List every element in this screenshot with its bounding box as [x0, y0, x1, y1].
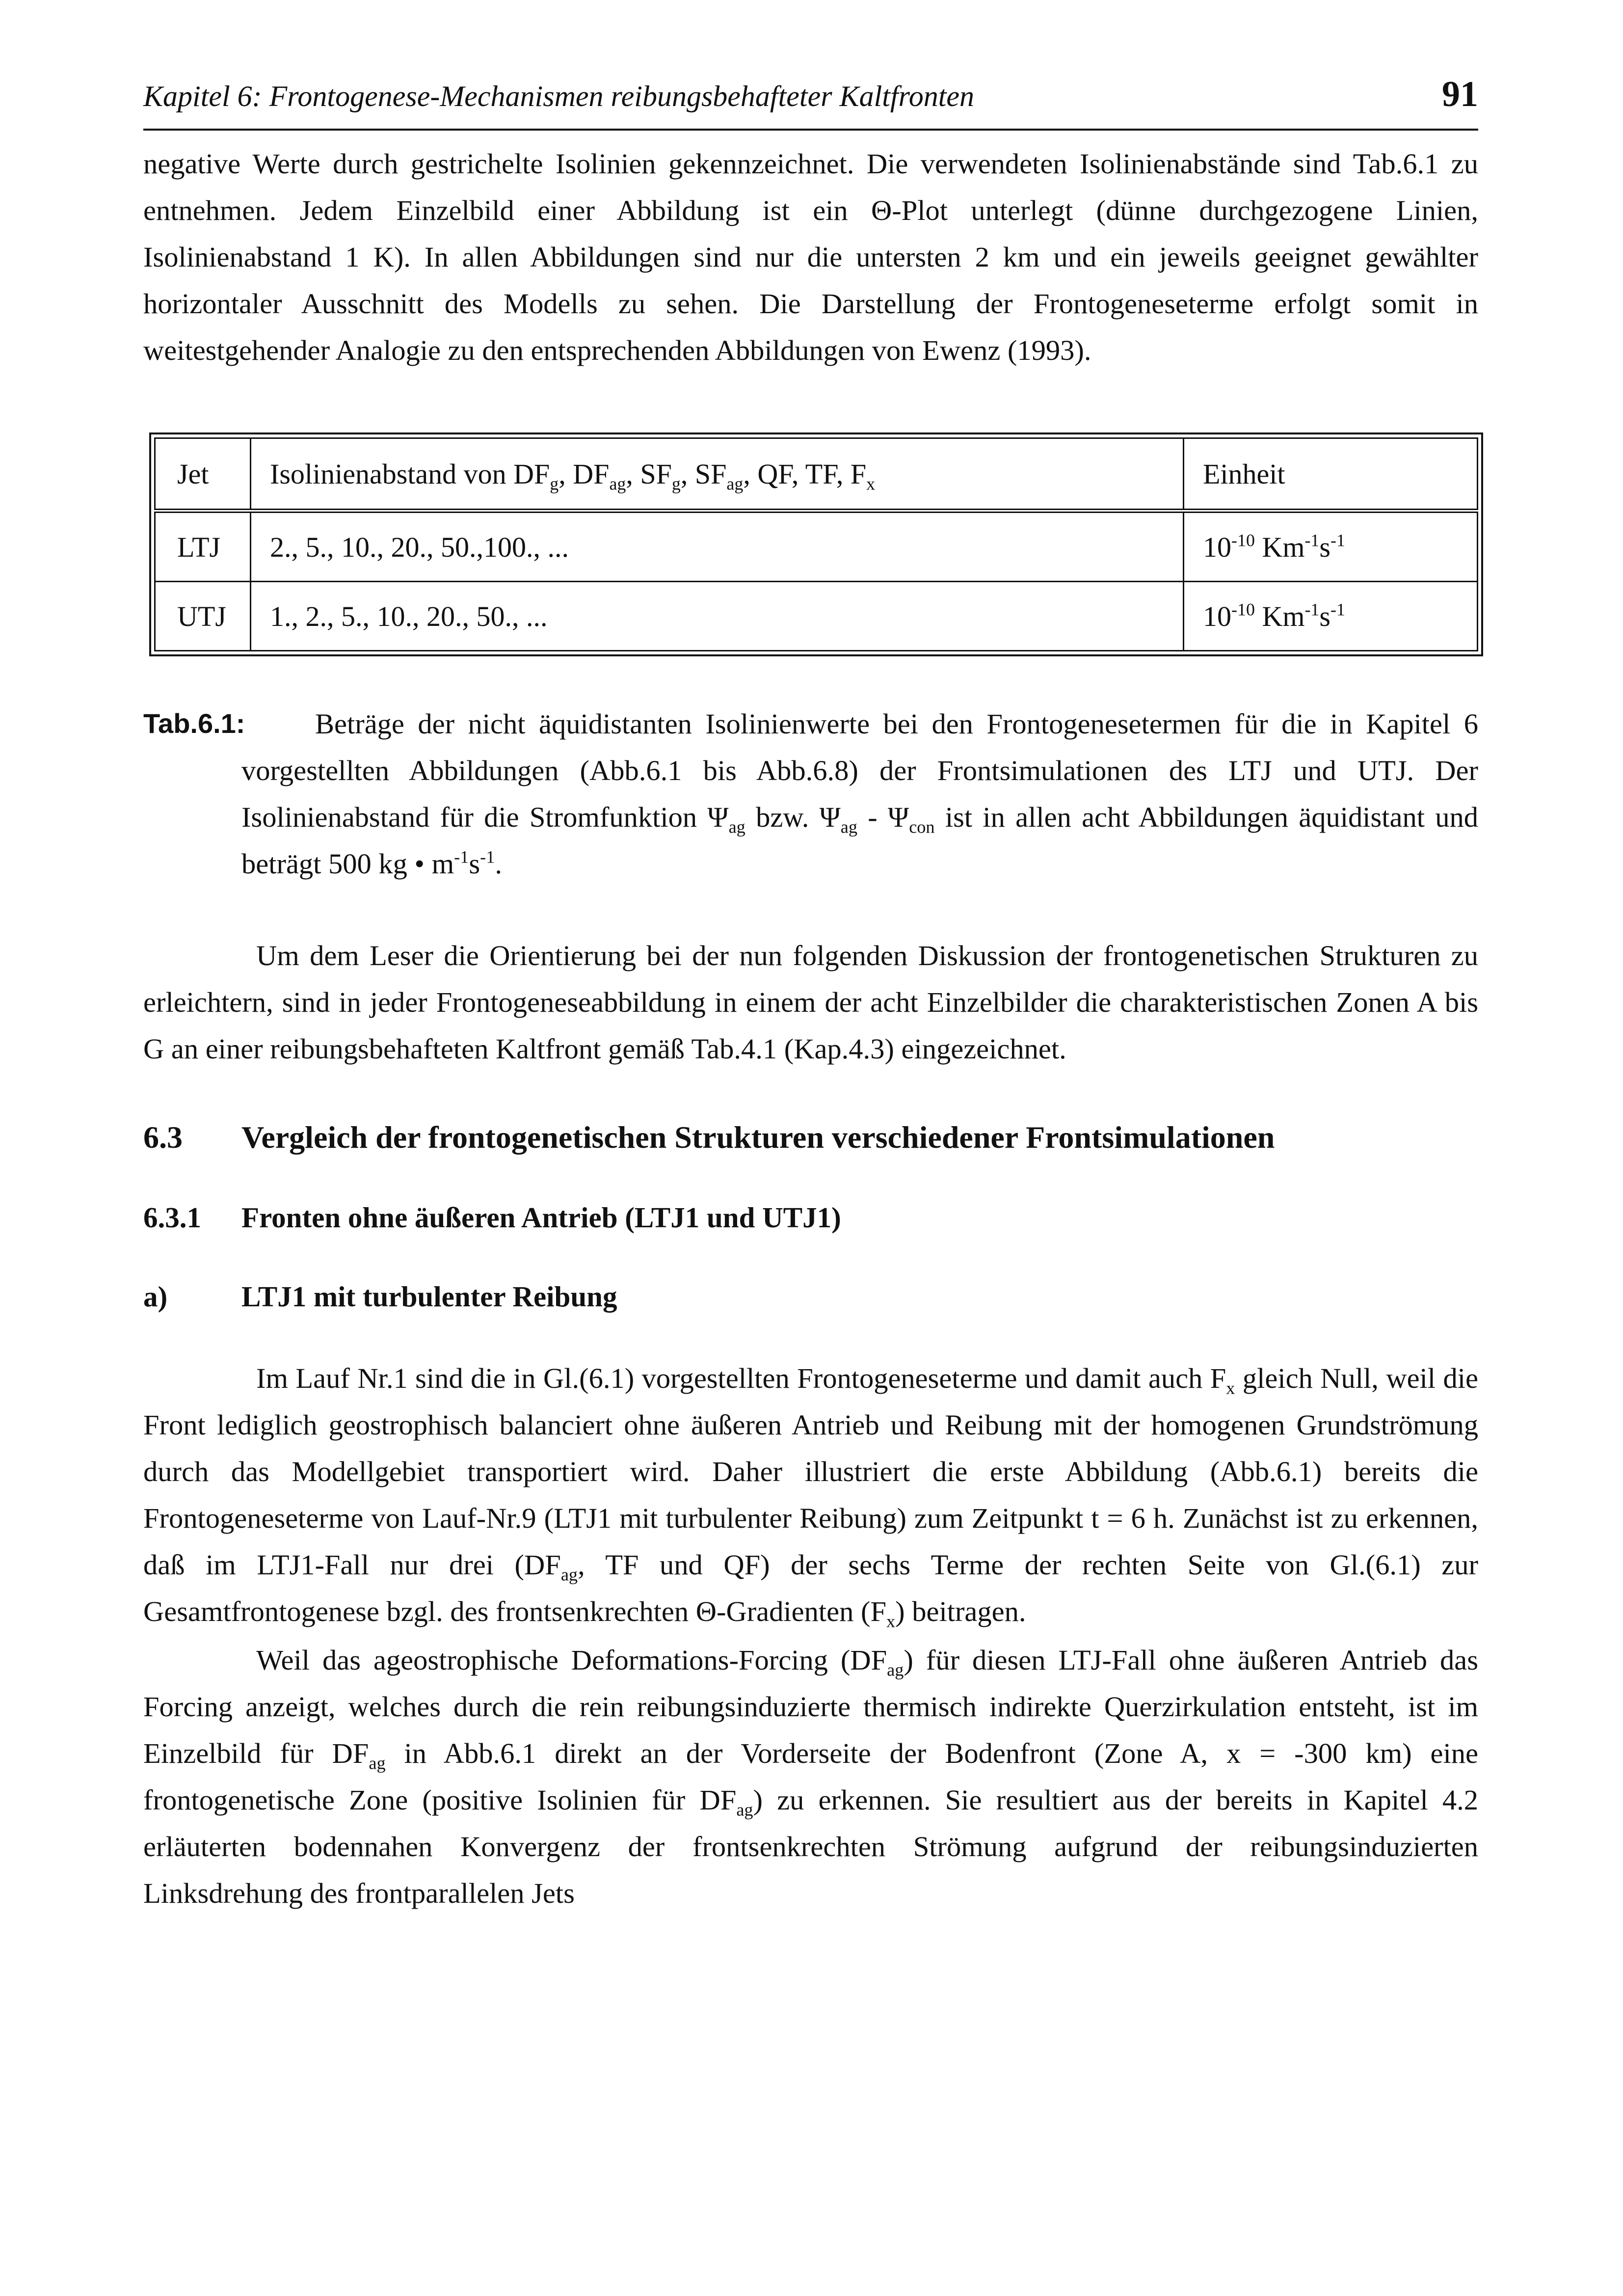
- unit-s: s: [1319, 531, 1330, 563]
- header-df: DF: [573, 458, 610, 490]
- text-run: ) beitragen.: [895, 1595, 1026, 1627]
- section-title: Vergleich der frontogenetischen Strukturen verschiedener Frontsimulationen: [241, 1120, 1275, 1155]
- document-page: [143, 74, 1478, 1917]
- sub-ag: ag: [369, 1753, 386, 1773]
- unit-km: Km: [1262, 600, 1305, 632]
- sub-g: g: [550, 474, 559, 494]
- header-sep: ,: [559, 458, 573, 490]
- header-sep: ,: [680, 458, 695, 490]
- running-header: [143, 74, 1478, 131]
- subsection-heading: [143, 1201, 1478, 1235]
- section-heading: [143, 1119, 1478, 1156]
- sub-x: x: [866, 474, 876, 494]
- caption-part: - Ψ: [857, 801, 909, 833]
- unit-exp: -1: [1304, 599, 1320, 619]
- sub-ag: ag: [728, 817, 745, 837]
- header-sf: SF: [694, 458, 727, 490]
- isoline-table: [154, 437, 1478, 651]
- subsection-number: 6.3.1: [143, 1201, 201, 1234]
- table-caption: [143, 701, 1478, 887]
- row-jet: LTJ: [155, 511, 251, 582]
- caption-part: Beträge der nicht äquidistanten Isolinienwerte bei den Frontogenesetermen für die in Kapitel 6 vorgestellten Abbildungen (Abb.6.1 bis Abb.6.8) der Frontsimulationen des LTJ und UTJ. Der Isolinienabstand für die Stromfunktion Ψ: [241, 708, 1478, 833]
- sub-x: x: [1226, 1378, 1235, 1398]
- header-iso-prefix: Isolinienabstand von DF: [270, 458, 550, 490]
- header-jet: Jet: [155, 438, 251, 511]
- sub-con: con: [909, 817, 935, 837]
- header-unit: Einheit: [1184, 438, 1478, 511]
- intro-paragraph: negative Werte durch gestrichelte Isolinien gekennzeichnet. Die verwendeten Isolinienabstände sind Tab.6.1 zu entnehmen. Jedem Einzelbild einer Abbildung ist ein Θ-Plot unterlegt (dünne durchgezogene Linien, Isolinienabstand 1 K). In allen Abbildungen sind nur die untersten 2 km und ein jeweils geeignet gewählter horizontaler Ausschnitt des Modells zu sehen. Die Darstellung der Frontogeneseterme erfolgt somit in weitestgehender Analogie zu den entsprechenden Abbildungen von Ewenz (1993).: [143, 148, 1478, 366]
- header-qf-tf-fx: QF, TF, F: [757, 458, 867, 490]
- unit-exp: -1: [1304, 530, 1320, 550]
- table-row: [155, 511, 1478, 582]
- row-values: 2., 5., 10., 20., 50.,100., ...: [251, 511, 1184, 582]
- isoline-table-frame: [149, 432, 1483, 656]
- caption-part: s: [469, 848, 480, 880]
- caption-label: Tab.6.1:: [143, 708, 245, 739]
- header-sep: ,: [743, 458, 758, 490]
- sub-g: g: [671, 474, 681, 494]
- sub-ag: ag: [609, 474, 626, 494]
- row-jet: UTJ: [155, 582, 251, 651]
- unit-exp: -1: [1330, 599, 1345, 619]
- sub-ag: ag: [887, 1660, 904, 1680]
- unit-base: 10: [1203, 600, 1231, 632]
- caption-text: [241, 701, 1478, 887]
- caption-part: .: [495, 848, 502, 880]
- subsection-title: Fronten ohne äußeren Antrieb (LTJ1 und UTJ1): [241, 1201, 841, 1234]
- sub-ag: ag: [560, 1565, 578, 1585]
- orientation-paragraph: Um dem Leser die Orientierung bei der nun folgenden Diskussion der frontogenetischen Strukturen zu erleichtern, sind in jeder Frontogeneseabbildung in einem der acht Einzelbilder die charakteristischen Zonen A bis G an einer reibungsbehafteten Kaltfront gemäß Tab.4.1 (Kap.4.3) eingezeichnet.: [143, 940, 1478, 1065]
- sub-ag: ag: [840, 817, 858, 837]
- text-run: Weil das ageostrophische Deformations-Forcing (DF: [256, 1644, 887, 1676]
- sup-exp: -1: [480, 847, 495, 867]
- sub-ag: ag: [736, 1800, 753, 1820]
- sup-exp: -1: [454, 847, 469, 867]
- unit-exp: -10: [1231, 530, 1255, 550]
- text-run: in Abb.6.1 direkt an der Vorderseite der Bodenfront (Zone A, x = -300 km) eine frontogenetische Zone (positive Isolinien für DF: [143, 1737, 1478, 1816]
- section-number: 6.3: [143, 1120, 183, 1155]
- caption-part: bzw. Ψ: [745, 801, 841, 833]
- header-isolines: [251, 438, 1184, 511]
- unit-base: 10: [1203, 531, 1231, 563]
- subsubsection-title: LTJ1 mit turbulenter Reibung: [241, 1280, 617, 1313]
- text-run: Im Lauf Nr.1 sind die in Gl.(6.1) vorgestellten Frontogeneseterme und damit auch F: [256, 1362, 1226, 1394]
- text-run: gleich Null, weil die Front lediglich geostrophisch balanciert ohne äußeren Antrieb und Reibung mit der homogenen Grundströmung durch das Modellgebiet transportiert wird. Daher illustriert die erste Abbildung (Abb.6.1) bereits die Frontogeneseterme von Lauf-Nr.9 (LTJ1 mit turbulenter Reibung) zum Zeitpunkt t = 6 h. Zunächst ist zu erkennen, daß im LTJ1-Fall nur drei (DF: [143, 1362, 1478, 1581]
- row-unit: [1184, 582, 1478, 651]
- header-sep: ,: [626, 458, 640, 490]
- unit-exp: -10: [1231, 599, 1255, 619]
- chapter-title: Kapitel 6: Frontogenese-Mechanismen reibungsbehafteter Kaltfronten: [143, 80, 975, 112]
- text-run: , TF und QF) der sechs Terme der rechten Seite von Gl.(6.1) zur Gesamtfrontogenese bzgl. des frontsenkrechten Θ-Gradienten (F: [143, 1549, 1478, 1627]
- subsubsection-heading: [143, 1280, 1478, 1314]
- row-unit: [1184, 511, 1478, 582]
- text-run: ) für diesen LTJ-Fall ohne äußeren Antrieb das Forcing anzeigt, welches durch die rein reibungsinduzierte thermisch indirekte Querzirkulation entsteht, ist im Einzelbild für DF: [143, 1644, 1478, 1769]
- caption-part: ist in allen acht Abbildungen äquidistant und beträgt 500 kg • m: [241, 801, 1478, 880]
- subsubsection-number: a): [143, 1280, 168, 1313]
- text-run: ) zu erkennen. Sie resultiert aus der bereits in Kapitel 4.2 erläuterten bodennahen Konvergenz der frontsenkrechten Strömung aufgrund der reibungsinduzierten Linksdrehung des frontparallelen Jets: [143, 1784, 1478, 1909]
- unit-exp: -1: [1330, 530, 1345, 550]
- header-sf: SF: [640, 458, 672, 490]
- table-row: [155, 582, 1478, 651]
- page-number: 91: [1442, 74, 1478, 114]
- unit-s: s: [1319, 600, 1330, 632]
- row-values: 1., 2., 5., 10., 20., 50., ...: [251, 582, 1184, 651]
- sub-ag: ag: [726, 474, 744, 494]
- unit-km: Km: [1262, 531, 1305, 563]
- table-header-row: [155, 438, 1478, 511]
- body-paragraph: [143, 1355, 1478, 1635]
- body-paragraph: [143, 1637, 1478, 1917]
- sub-x: x: [886, 1611, 896, 1631]
